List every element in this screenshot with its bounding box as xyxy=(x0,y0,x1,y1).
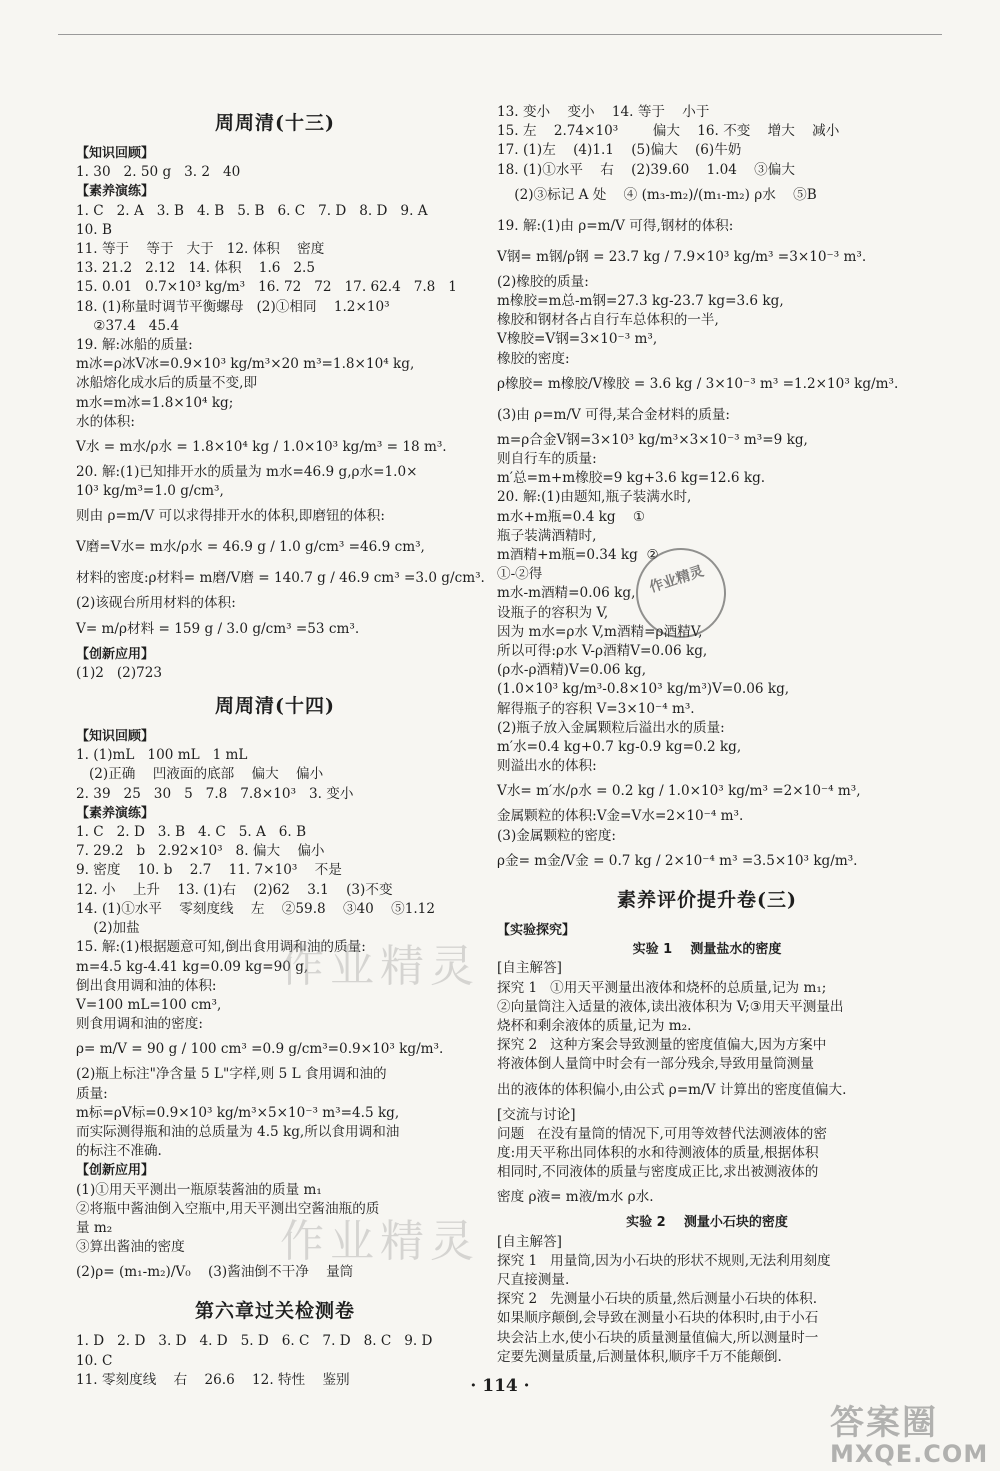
answer-line: 定要先测量质量,后测量体积,顺序千万不能颠倒. xyxy=(497,1348,782,1365)
site-logo: 答案圈 MXQE.COM xyxy=(830,1403,989,1468)
stamp-seal: 作业精灵 xyxy=(624,536,737,649)
answer-line: 探究 1 ①用天平测量出液体和烧杯的总质量,记为 m₁; xyxy=(497,979,827,996)
answer-line: 冰船熔化成水后的质量不变,即 xyxy=(76,375,258,392)
formula-line: 材料的密度:ρ材料= m磨/V磨 = 140.7 g / 46.9 cm³ =3.0 g/cm³. xyxy=(76,570,485,587)
answer-line: (2)该砚台所用材料的体积: xyxy=(76,595,236,612)
answer-line: 探究 2 这种方案会导致测量的密度值偏大,因为方案中 xyxy=(497,1037,827,1054)
answer-line: 10³ kg/m³=1.0 g/cm³, xyxy=(76,483,224,500)
answer-line: 1. D 2. D 3. D 4. D 5. D 6. C 7. D 8. C 9. D xyxy=(76,1333,433,1350)
answer-line: 17. (1)左 (4)1.1 (5)偏大 (6)牛奶 xyxy=(497,142,742,159)
answer-line: m标=ρV标=0.9×10³ kg/m³×5×10⁻³ m³=4.5 kg, xyxy=(76,1104,400,1121)
answer-line: 因为 m水=ρ水 V,m酒精=ρ酒精V, xyxy=(497,623,703,640)
answer-line: 1. C 2. A 3. B 4. B 5. B 6. C 7. D 8. D 9. A xyxy=(76,202,428,219)
formula-line: ρ橡胶= m橡胶/V橡胶 = 3.6 kg / 3×10⁻³ m³ =1.2×10³ kg/m³. xyxy=(497,375,899,392)
answer-line: m水+m瓶=0.4 kg ① xyxy=(497,508,646,525)
answer-line: m橡胶=m总-m钢=27.3 kg-23.7 kg=3.6 kg, xyxy=(497,293,784,310)
answer-line: 量 m₂ xyxy=(76,1219,113,1236)
answer-line: 水的体积: xyxy=(76,413,135,430)
answer-line: m水-m酒精=0.06 kg, xyxy=(497,585,636,602)
answer-line: 7. 29.2 b 2.92×10³ 8. 偏大 偏小 xyxy=(76,843,325,860)
answer-line: 11. 等于 等于 大于 12. 体积 密度 xyxy=(76,241,325,258)
subsection-label: 【创新应用】 xyxy=(76,1163,155,1179)
formula-line: V水= m′水/ρ水 = 0.2 kg / 1.0×10³ kg/m³ =2×10⁻⁴ m³, xyxy=(497,783,861,800)
answer-line: m酒精+m瓶=0.34 kg ② xyxy=(497,547,659,564)
answer-line: 1. C 2. D 3. B 4. C 5. A 6. B xyxy=(76,824,307,841)
answer-line: 13. 变小 变小 14. 等于 小于 xyxy=(497,104,710,120)
formula-line: (2)ρ= (m₁-m₂)/V₀ (3)酱油倒不干净 量筒 xyxy=(76,1264,354,1281)
answer-line: 而实际测得瓶和油的总质量为 4.5 kg,所以食用调和油 xyxy=(76,1123,400,1140)
answer-line: m′水=0.4 kg+0.7 kg-0.9 kg=0.2 kg, xyxy=(497,739,742,756)
answer-line: ②将瓶中酱油倒入空瓶中,用天平测出空酱油瓶的质 xyxy=(76,1200,380,1217)
answer-line: 19. 解:冰船的质量: xyxy=(76,337,193,354)
watermark: 作业精灵 xyxy=(280,1216,480,1267)
answer-line: 的标注不准确. xyxy=(76,1143,162,1160)
answer-line: 所以可得:ρ水 V-ρ酒精V=0.06 kg, xyxy=(497,643,708,660)
experiment-title: 实验 2 测量小石块的密度 xyxy=(626,1215,788,1231)
answer-line: 10. B xyxy=(76,221,112,238)
answer-line: 11. 零刻度线 右 26.6 12. 特性 鉴别 xyxy=(76,1371,350,1388)
answer-line: 9. 密度 10. b 2.7 11. 7×10³ 不是 xyxy=(76,862,342,879)
answer-line: (1)2 (2)723 xyxy=(76,664,163,681)
subsection-label: 【知识回顾】 xyxy=(76,729,155,745)
answer-line: 质量: xyxy=(76,1085,108,1102)
answer-line: 10. C xyxy=(76,1352,113,1369)
answer-line: (2)正确 凹液面的底部 偏大 偏小 xyxy=(76,766,324,783)
answer-line: (2)瓶子放入金属颗粒后溢出水的质量: xyxy=(497,719,725,736)
answer-line: 14. (1)①水平 零刻度线 左 ②59.8 ③40 ⑤1.12 xyxy=(76,900,435,917)
answer-line: 12. 小 上升 13. (1)右 (2)62 3.1 (3)不变 xyxy=(76,881,393,898)
answer-line: [自主解答] xyxy=(497,960,562,977)
answer-line: 烧杯和剩余液体的质量,记为 m₂. xyxy=(497,1017,692,1034)
subsection-label: 【实验探究】 xyxy=(497,922,576,938)
section-title: 素养评价提升卷(三) xyxy=(617,888,797,911)
answer-line: ③算出酱油的密度 xyxy=(76,1239,185,1256)
formula-line: 19. 解:(1)由 ρ=m/V 可得,钢材的体积: xyxy=(497,217,734,234)
answer-line: 将液体倒人量筒中时会有一部分残余,导致用量筒测量 xyxy=(497,1056,814,1073)
formula-line: V水 = m水/ρ水 = 1.8×10⁴ kg / 1.0×10³ kg/m³ = 18 m³. xyxy=(76,439,447,456)
answer-line: 如果顺序颠倒,会导致在测量小石块的体积时,由于小石 xyxy=(497,1310,819,1327)
answer-line: 2. 39 25 30 5 7.8 7.8×10³ 3. 变小 xyxy=(76,785,354,802)
subsection-label: 【知识回顾】 xyxy=(76,146,155,161)
answer-line: 则自行车的质量: xyxy=(497,451,597,468)
watermark: 作业精灵 xyxy=(280,941,480,992)
answer-line: V=100 mL=100 cm³, xyxy=(76,996,222,1013)
answer-line: (1)①用天平测出一瓶原装酱油的质量 m₁ xyxy=(76,1181,322,1198)
formula-line: V磨=V水= m水/ρ水 = 46.9 g / 1.0 g/cm³ =46.9 cm³, xyxy=(76,539,425,556)
answer-line: V橡胶=V钢=3×10⁻³ m³, xyxy=(497,331,658,348)
answer-line: 解得瓶子的容积 V=3×10⁻⁴ m³. xyxy=(497,700,695,717)
answer-line: 15. 0.01 0.7×10³ kg/m³ 16. 72 72 17. 62.4 7.8 1 xyxy=(76,279,457,296)
formula-line: ρ= m/V = 90 g / 100 cm³ =0.9 g/cm³=0.9×10³ kg/m³. xyxy=(76,1041,444,1058)
formula-line: V= m/ρ材料 = 159 g / 3.0 g/cm³ =53 cm³. xyxy=(76,620,360,637)
answer-line: 问题 在没有量筒的情况下,可用等效替代法测液体的密 xyxy=(497,1125,827,1142)
answer-line: 金属颗粒的体积:V金=V水=2×10⁻⁴ m³. xyxy=(497,808,744,825)
formula-line: 出的液体的体积偏小,由公式 ρ=m/V 计算出的密度值偏大. xyxy=(497,1081,847,1098)
answer-line: m=4.5 kg-4.41 kg=0.09 kg=90 g, xyxy=(76,958,309,975)
answer-line: 13. 21.2 2.12 14. 体积 1.6 2.5 xyxy=(76,260,316,277)
answer-line: 度:用天平称出同体积的水和待测液体的质量,根据体积 xyxy=(497,1144,819,1161)
subsection-label: 【素养演练】 xyxy=(76,184,155,200)
answer-line: 20. 解:(1)由题知,瓶子装满水时, xyxy=(497,489,692,506)
page-number: · 114 · xyxy=(470,1376,530,1396)
answer-line: (1.0×10³ kg/m³-0.8×10³ kg/m³)V=0.06 kg, xyxy=(497,681,790,698)
answer-line: (2)加盐 xyxy=(76,920,140,937)
answer-line: 块会沾上水,使小石块的质量测量值偏大,所以测量时一 xyxy=(497,1329,819,1346)
answer-line: 橡胶和钢材各占自行车总体积的一半, xyxy=(497,312,719,329)
formula-line: 密度 ρ液= m液/m水 ρ水. xyxy=(497,1189,654,1206)
answer-line: 尺直接测量. xyxy=(497,1271,570,1288)
answer-line: m水=m冰=1.8×10⁴ kg; xyxy=(76,394,234,411)
answer-line: 15. 左 2.74×10³ 偏大 16. 不变 增大 减小 xyxy=(497,123,840,140)
left-column xyxy=(76,100,485,1390)
answer-line: ①-②得 xyxy=(497,566,543,583)
top-rule xyxy=(58,34,942,35)
answer-line: (ρ水-ρ酒精)V=0.06 kg, xyxy=(497,662,647,679)
formula-line: V钢= m钢/ρ钢 = 23.7 kg / 7.9×10³ kg/m³ =3×10⁻³ m³. xyxy=(497,248,867,265)
formula-line: ρ金= m金/V金 = 0.7 kg / 2×10⁻⁴ m³ =3.5×10³ kg/m³. xyxy=(497,852,858,869)
answer-line: ②37.4 45.4 xyxy=(76,317,179,334)
answer-line: 相同时,不同液体的质量与密度成正比,求出被测液体的 xyxy=(497,1164,819,1181)
answer-line: 18. (1)①水平 右 (2)39.60 1.04 ③偏大 xyxy=(497,161,795,178)
answer-line: 探究 2 先测量小石块的质量,然后测量小石块的体积. xyxy=(497,1291,818,1308)
answer-line: 倒出食用调和油的体积: xyxy=(76,977,217,994)
answer-line: ②向量筒注入适量的液体,读出液体积为 V;③用天平测量出 xyxy=(497,998,844,1015)
answer-line: 橡胶的密度: xyxy=(497,350,570,367)
experiment-title: 实验 1 测量盐水的密度 xyxy=(632,942,782,958)
answer-line: 18. (1)称量时调节平衡螺母 (2)①相同 1.2×10³ xyxy=(76,298,390,315)
answer-line: (2)橡胶的质量: xyxy=(497,273,589,290)
answer-line: 1. (1)mL 100 mL 1 mL xyxy=(76,747,248,764)
section-title: 周周清(十三) xyxy=(215,112,335,134)
answer-line: 20. 解:(1)已知排开水的质量为 m水=46.9 g,ρ水=1.0× xyxy=(76,464,418,481)
formula-line: (3)由 ρ=m/V 可得,某合金材料的质量: xyxy=(497,406,730,423)
answer-line: 瓶子装满酒精时, xyxy=(497,527,597,544)
answer-line: 设瓶子的容积为 V, xyxy=(497,604,609,621)
subsection-label: 【素养演练】 xyxy=(76,805,155,821)
answer-line: [交流与讨论] xyxy=(497,1106,576,1123)
answer-line: m冰=ρ冰V冰=0.9×10³ kg/m³×20 m³=1.8×10⁴ kg, xyxy=(76,356,415,373)
answer-line: (3)金属颗粒的密度: xyxy=(497,827,616,844)
answer-line: 则溢出水的体积: xyxy=(497,758,597,775)
subsection-label: 【创新应用】 xyxy=(76,646,155,662)
answer-line: m′总=m+m橡胶=9 kg+3.6 kg=12.6 kg. xyxy=(497,470,766,487)
answer-line: 15. 解:(1)根据题意可知,倒出食用调和油的质量: xyxy=(76,939,366,956)
answer-line: 探究 1 用量筒,因为小石块的形状不规则,无法利用刻度 xyxy=(497,1252,831,1269)
answer-line: (2)瓶上标注"净含量 5 L"字样,则 5 L 食用调和油的 xyxy=(76,1066,387,1083)
formula-line: 则由 ρ=m/V 可以求得排开水的体积,即磨钮的体积: xyxy=(76,508,385,525)
section-title: 第六章过关检测卷 xyxy=(194,1300,355,1323)
section-title: 周周清(十四) xyxy=(215,695,335,718)
answer-line: 1. 30 2. 50 g 3. 2 40 xyxy=(76,164,241,181)
answer-line: [自主解答] xyxy=(497,1233,562,1250)
answer-line: m=ρ合金V钢=3×10³ kg/m³×3×10⁻³ m³=9 kg, xyxy=(497,431,808,448)
right-column xyxy=(497,103,917,1367)
answer-line: 则食用调和油的密度: xyxy=(76,1016,203,1033)
formula-line: (2)③标记 A 处 ④ (m₃-m₂)/(m₁-m₂) ρ水 ⑤B xyxy=(497,186,817,203)
